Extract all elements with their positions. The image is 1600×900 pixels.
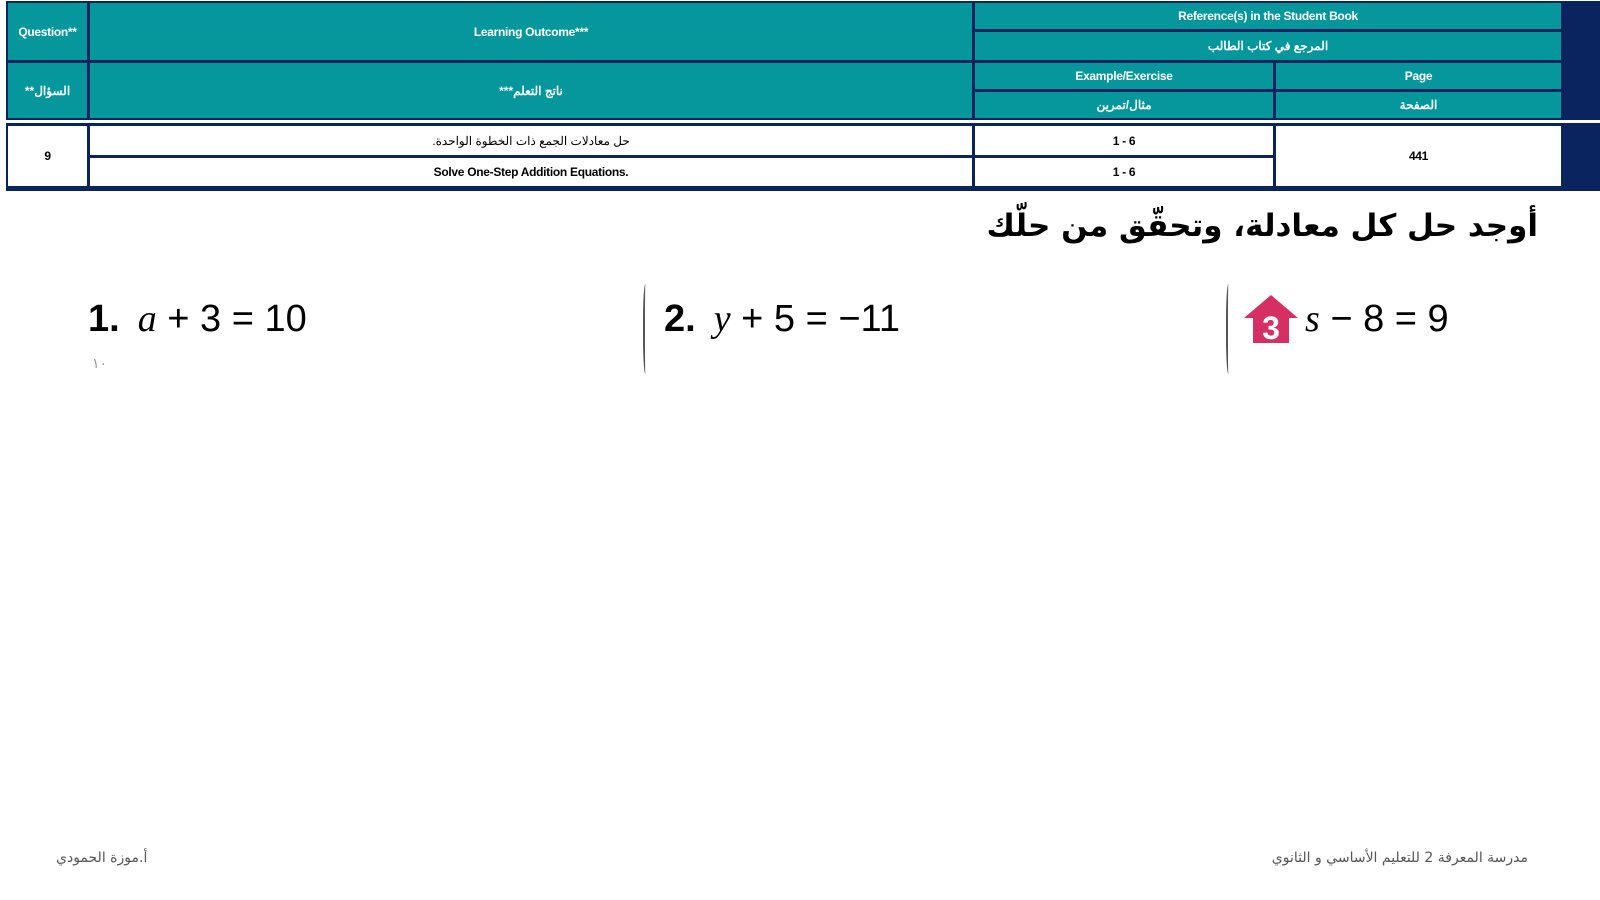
problem-number: 1. — [88, 297, 120, 340]
footer-teacher: أ.موزة الحمودي — [56, 850, 148, 866]
header-outcome-en: Learning Outcome*** — [90, 3, 972, 60]
header-page-en: Page — [1276, 63, 1561, 89]
footer-school: مدرسة المعرفة 2 للتعليم الأساسي و الثانوي — [1271, 850, 1528, 866]
problem-variable: a — [137, 298, 157, 340]
problem-expression: + 3 = 10 — [156, 297, 307, 340]
home-icon — [1243, 294, 1299, 344]
header-reference-en: Reference(s) in the Student Book — [975, 3, 1561, 29]
header-page-ar: الصفحة — [1276, 92, 1561, 118]
problem-variable: s — [1305, 298, 1320, 340]
instruction-heading: أوجد حل كل معادلة، وتحقّق من حلّك — [986, 208, 1538, 244]
header-question-en: Question** — [8, 3, 87, 60]
problem-variable: y — [713, 298, 731, 340]
problem-3 — [1243, 294, 1449, 344]
column-separator — [1226, 284, 1232, 374]
example-range-2: 1 - 6 — [975, 158, 1273, 186]
problem-expression: − 8 = 9 — [1319, 297, 1449, 340]
problem-expression: + 5 = −11 — [730, 297, 900, 340]
handwritten-note: ١٠ — [92, 356, 108, 372]
table-divider — [6, 120, 1600, 123]
column-separator — [643, 284, 649, 374]
header-example-en: Example/Exercise — [975, 63, 1273, 89]
header-question-ar: السؤال** — [8, 63, 87, 118]
problem-1 — [88, 294, 307, 344]
header-outcome-ar: ناتج التعلم*** — [90, 63, 972, 118]
problem-2 — [664, 294, 900, 344]
outcome-ar: حل معادلات الجمع ذات الخطوة الواحدة. — [90, 126, 972, 155]
reference-table — [6, 1, 1600, 191]
outcome-en: Solve One-Step Addition Equations. — [90, 158, 972, 186]
example-range-1: 1 - 6 — [975, 126, 1273, 155]
problem-number: 3 — [1262, 310, 1280, 344]
header-example-ar: مثال/تمرين — [975, 92, 1273, 118]
header-reference-ar: المرجع في كتاب الطالب — [975, 32, 1561, 60]
problem-number: 2. — [664, 297, 696, 340]
question-number: 9 — [8, 126, 87, 186]
page-number: 441 — [1276, 126, 1561, 186]
